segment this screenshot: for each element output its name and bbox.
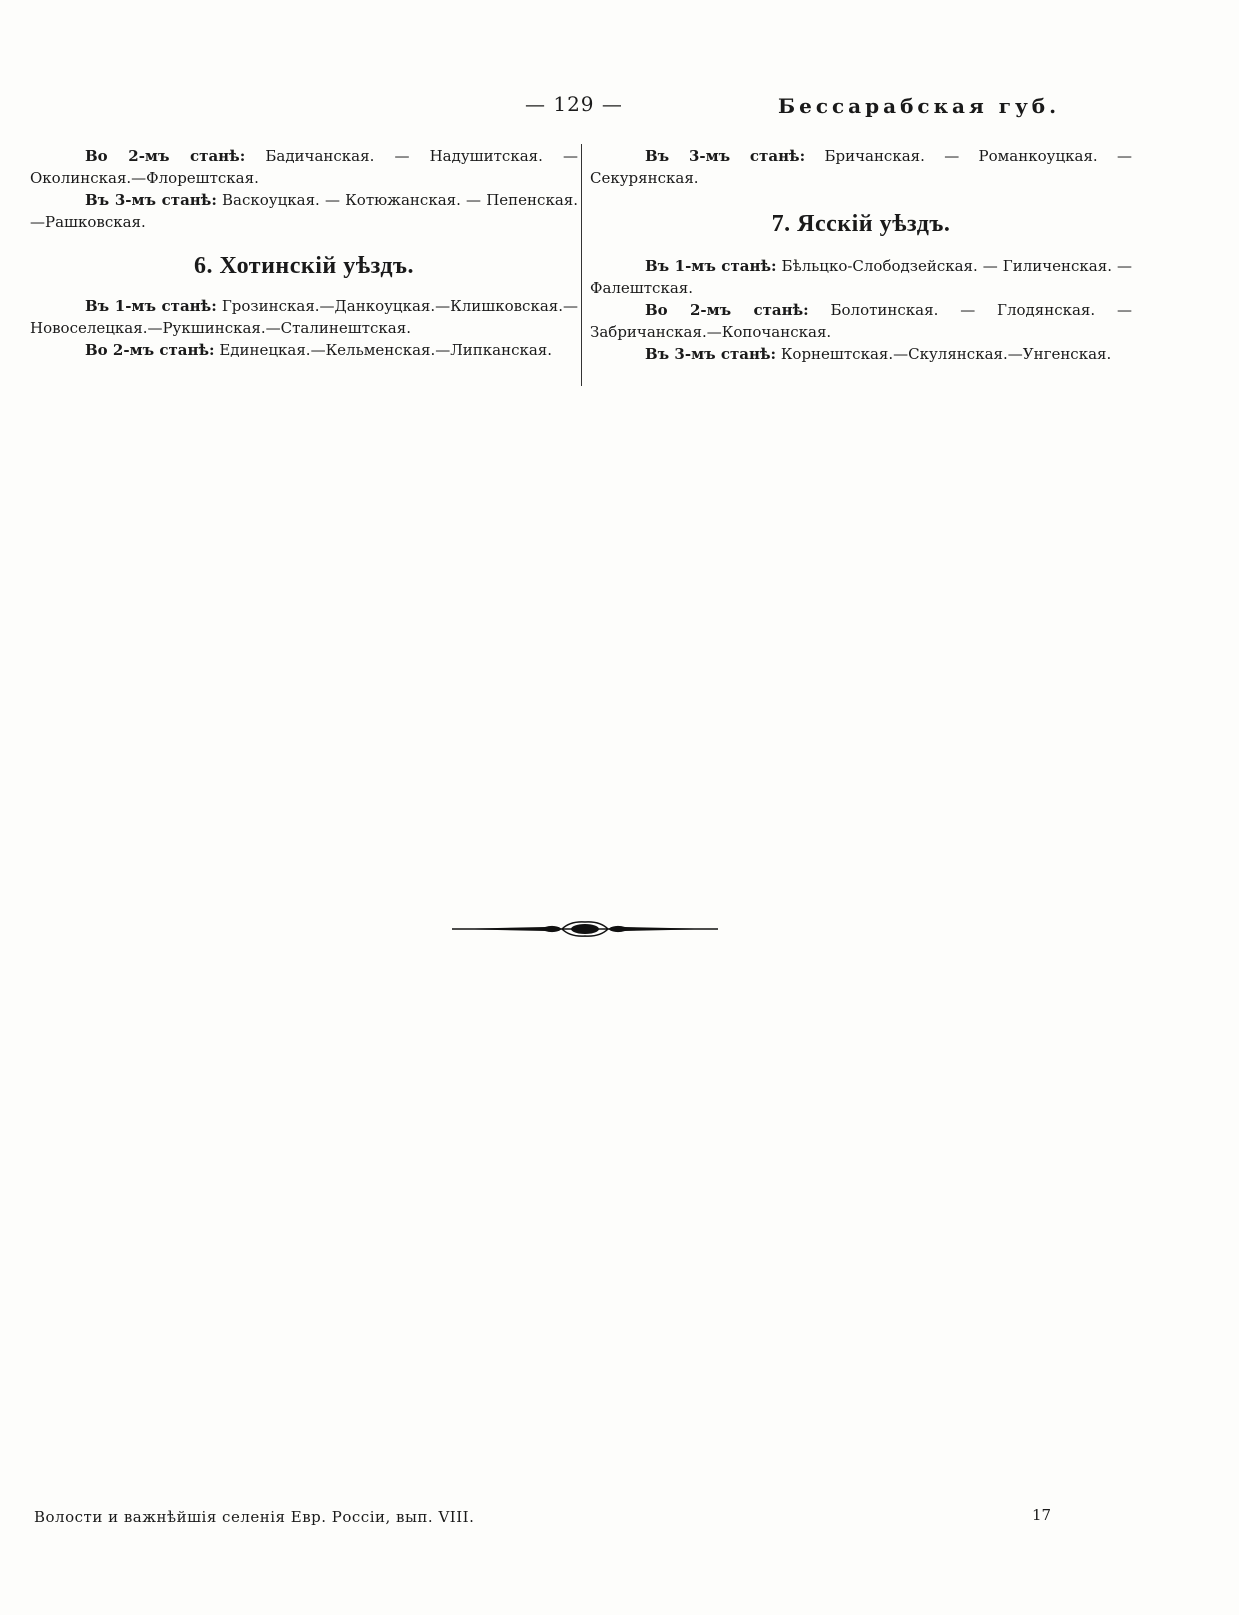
- column-divider: [581, 144, 582, 386]
- left-column: [30, 145, 578, 361]
- paragraph-text: Бадичанская. — Надушитская. — Околинская.—Флорештская.: [30, 147, 578, 187]
- paragraph-lead: Въ 3-мъ станѣ:: [645, 147, 806, 165]
- paragraph-text: Единецкая.—Кельменская.—Липканская.: [214, 341, 553, 359]
- paragraph-lead: Во 2-мъ станѣ:: [645, 301, 809, 319]
- paragraph: [590, 255, 1132, 299]
- paragraph-lead: Въ 1-мъ станѣ:: [85, 297, 217, 315]
- paragraph-text: Бѣльцко-Слободзейская. — Гиличенская. — Фалештская.: [590, 257, 1132, 297]
- paragraph-text: Корнештская.—Скулянская.—Унгенская.: [776, 345, 1112, 363]
- running-head: Бессарабская губ.: [778, 94, 1061, 118]
- footer-title: Волости и важнѣйшія селенія Евр. Россіи, вып. VIII.: [34, 1508, 475, 1526]
- paragraph: [590, 145, 1132, 189]
- section-heading: 7. Ясскій уѣздъ.: [771, 211, 951, 237]
- paragraph-lead: Въ 3-мъ станѣ:: [645, 345, 777, 363]
- paragraph-lead: Во 2-мъ станѣ:: [85, 147, 246, 165]
- paragraph-lead: Во 2-мъ станѣ:: [85, 341, 215, 359]
- paragraph-text: Бричанская. — Романкоуцкая. — Секурянская.: [590, 147, 1132, 187]
- paragraph-text: Болотинская. — Глодянская. — Забричанская.—Копочанская.: [590, 301, 1132, 341]
- right-column: [590, 145, 1132, 365]
- paragraph: [590, 299, 1132, 343]
- signature-mark: 17: [1032, 1506, 1052, 1524]
- page-number: — 129 —: [525, 92, 623, 116]
- paragraph-lead: Въ 1-мъ станѣ:: [645, 257, 777, 275]
- section-heading: 6. Хотинскій уѣздъ.: [194, 253, 414, 279]
- paragraph: [590, 343, 1132, 365]
- ornament-rule-icon: [450, 918, 720, 940]
- paragraph: [30, 189, 578, 233]
- paragraph: [30, 145, 578, 189]
- paragraph-lead: Въ 3-мъ станѣ:: [85, 191, 217, 209]
- paragraph-text: Грозинская.—Данкоуцкая.—Клишковская.—Новоселецкая.—Рукшинская.—Сталинештская.: [30, 297, 578, 337]
- paragraph: [30, 295, 578, 339]
- paragraph-text: Васкоуцкая. — Котюжанская. — Пепенская.—Рашковская.: [30, 191, 578, 231]
- paragraph: [30, 339, 578, 361]
